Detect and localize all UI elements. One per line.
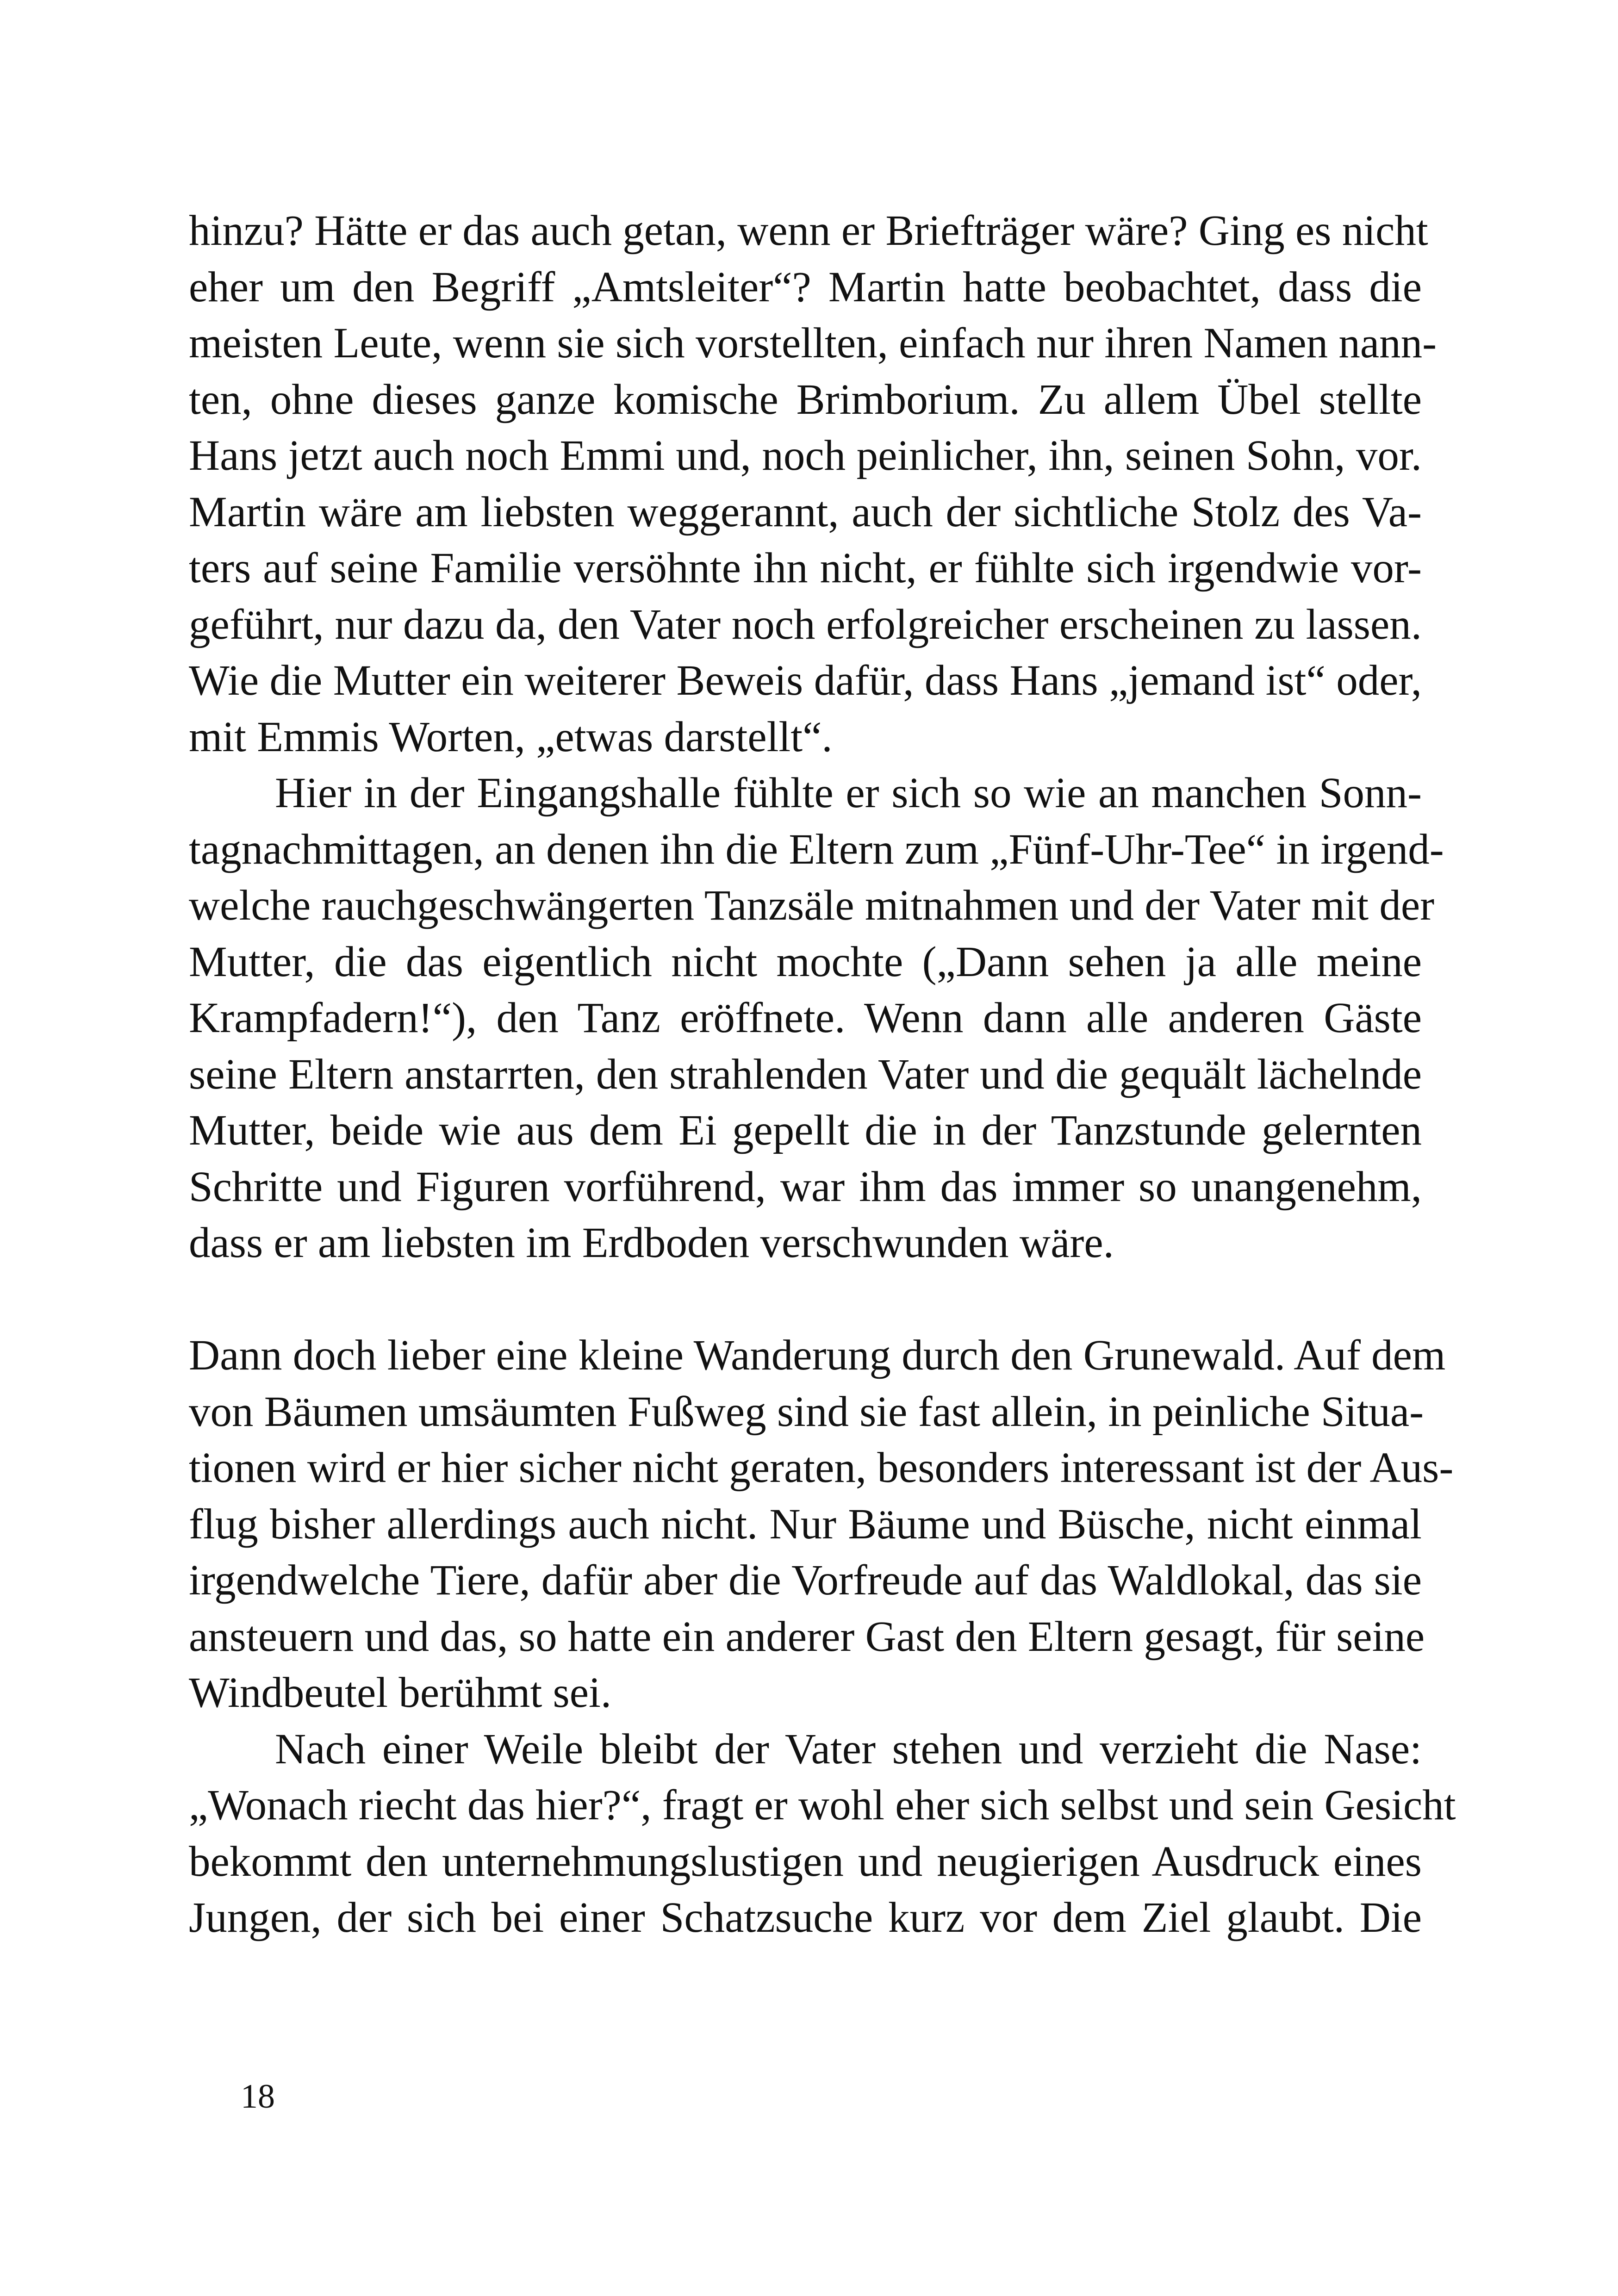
text-line: geführt, nur dazu da, den Vater noch erfolgreicher erscheinen zu lassen. (189, 600, 1422, 648)
text-line: ters auf seine Familie versöhnte ihn nicht, er fühlte sich irgendwie vor- (189, 544, 1422, 592)
text-line: ten, ohne dieses ganze komische Brimborium. Zu allem Übel stellte (189, 375, 1422, 423)
text-line: Martin wäre am liebsten weggerannt, auch der sichtliche Stolz des Va- (189, 488, 1422, 536)
text-line: hinzu? Hätte er das auch getan, wenn er Briefträger wäre? Ging es nicht (189, 207, 1428, 255)
text-line: Nach einer Weile bleibt der Vater stehen und verzieht die Nase: (275, 1725, 1422, 1773)
text-line: flug bisher allerdings auch nicht. Nur Bäume und Büsche, nicht einmal (189, 1500, 1422, 1548)
text-line: Jungen, der sich bei einer Schatzsuche kurz vor dem Ziel glaubt. Die (189, 1894, 1422, 1941)
text-line: Schritte und Figuren vorführend, war ihm das immer so unangenehm, (189, 1163, 1422, 1211)
text-line: dass er am liebsten im Erdboden verschwunden wäre. (189, 1219, 1114, 1267)
paragraph-2 (189, 765, 1444, 1271)
text-block-lower (189, 1327, 1456, 1946)
text-line: eher um den Begriff „Amtsleiter“? Martin hatte beobachtet, dass die (189, 263, 1422, 311)
paragraph-1 (189, 203, 1437, 765)
paragraph-3 (189, 1327, 1454, 1721)
text-line: „Wonach riecht das hier?“, fragt er wohl eher sich selbst und sein Gesicht (189, 1781, 1456, 1829)
text-line: von Bäumen umsäumten Fußweg sind sie fast allein, in peinliche Situa- (189, 1388, 1424, 1436)
text-line: mit Emmis Worten, „etwas darstellt“. (189, 713, 833, 761)
text-line: seine Eltern anstarrten, den strahlenden Vater und die gequält lächelnde (189, 1050, 1422, 1098)
text-line: ansteuern und das, so hatte ein anderer Gast den Eltern gesagt, für seine (189, 1612, 1425, 1661)
text-line: Wie die Mutter ein weiterer Beweis dafür, dass Hans „jemand ist“ oder, (189, 657, 1422, 704)
text-line: Mutter, beide wie aus dem Ei gepellt die in der Tanzstunde gelernten (189, 1107, 1422, 1154)
text-line: Hier in der Eingangshalle fühlte er sich so wie an manchen Sonn- (275, 769, 1422, 817)
text-line: tagnachmittagen, an denen ihn die Eltern zum „Fünf-Uhr-Tee“ in irgend- (189, 825, 1444, 873)
paragraph-4 (189, 1721, 1456, 1946)
text-block-upper (189, 203, 1444, 1271)
text-line: bekommt den unternehmungslustigen und neugierigen Ausdruck eines (189, 1837, 1422, 1885)
text-line: Windbeutel berühmt sei. (189, 1669, 612, 1717)
text-line: meisten Leute, wenn sie sich vorstellten, einfach nur ihren Namen nann- (189, 319, 1437, 367)
page-number: 18 (241, 2078, 275, 2116)
text-line: Krampfadern!“), den Tanz eröffnete. Wenn dann alle anderen Gäste (189, 994, 1422, 1042)
text-line: Mutter, die das eigentlich nicht mochte („Dann sehen ja alle meine (189, 938, 1422, 986)
text-line: Hans jetzt auch noch Emmi und, noch peinlicher, ihn, seinen Sohn, vor. (189, 432, 1422, 479)
text-line: tionen wird er hier sicher nicht geraten, besonders interessant ist der Aus- (189, 1444, 1454, 1492)
text-line: irgendwelche Tiere, dafür aber die Vorfreude auf das Waldlokal, das sie (189, 1556, 1422, 1604)
text-line: Dann doch lieber eine kleine Wanderung durch den Grunewald. Auf dem (189, 1332, 1446, 1379)
text-line: welche rauchgeschwängerten Tanzsäle mitnahmen und der Vater mit der (189, 882, 1435, 929)
